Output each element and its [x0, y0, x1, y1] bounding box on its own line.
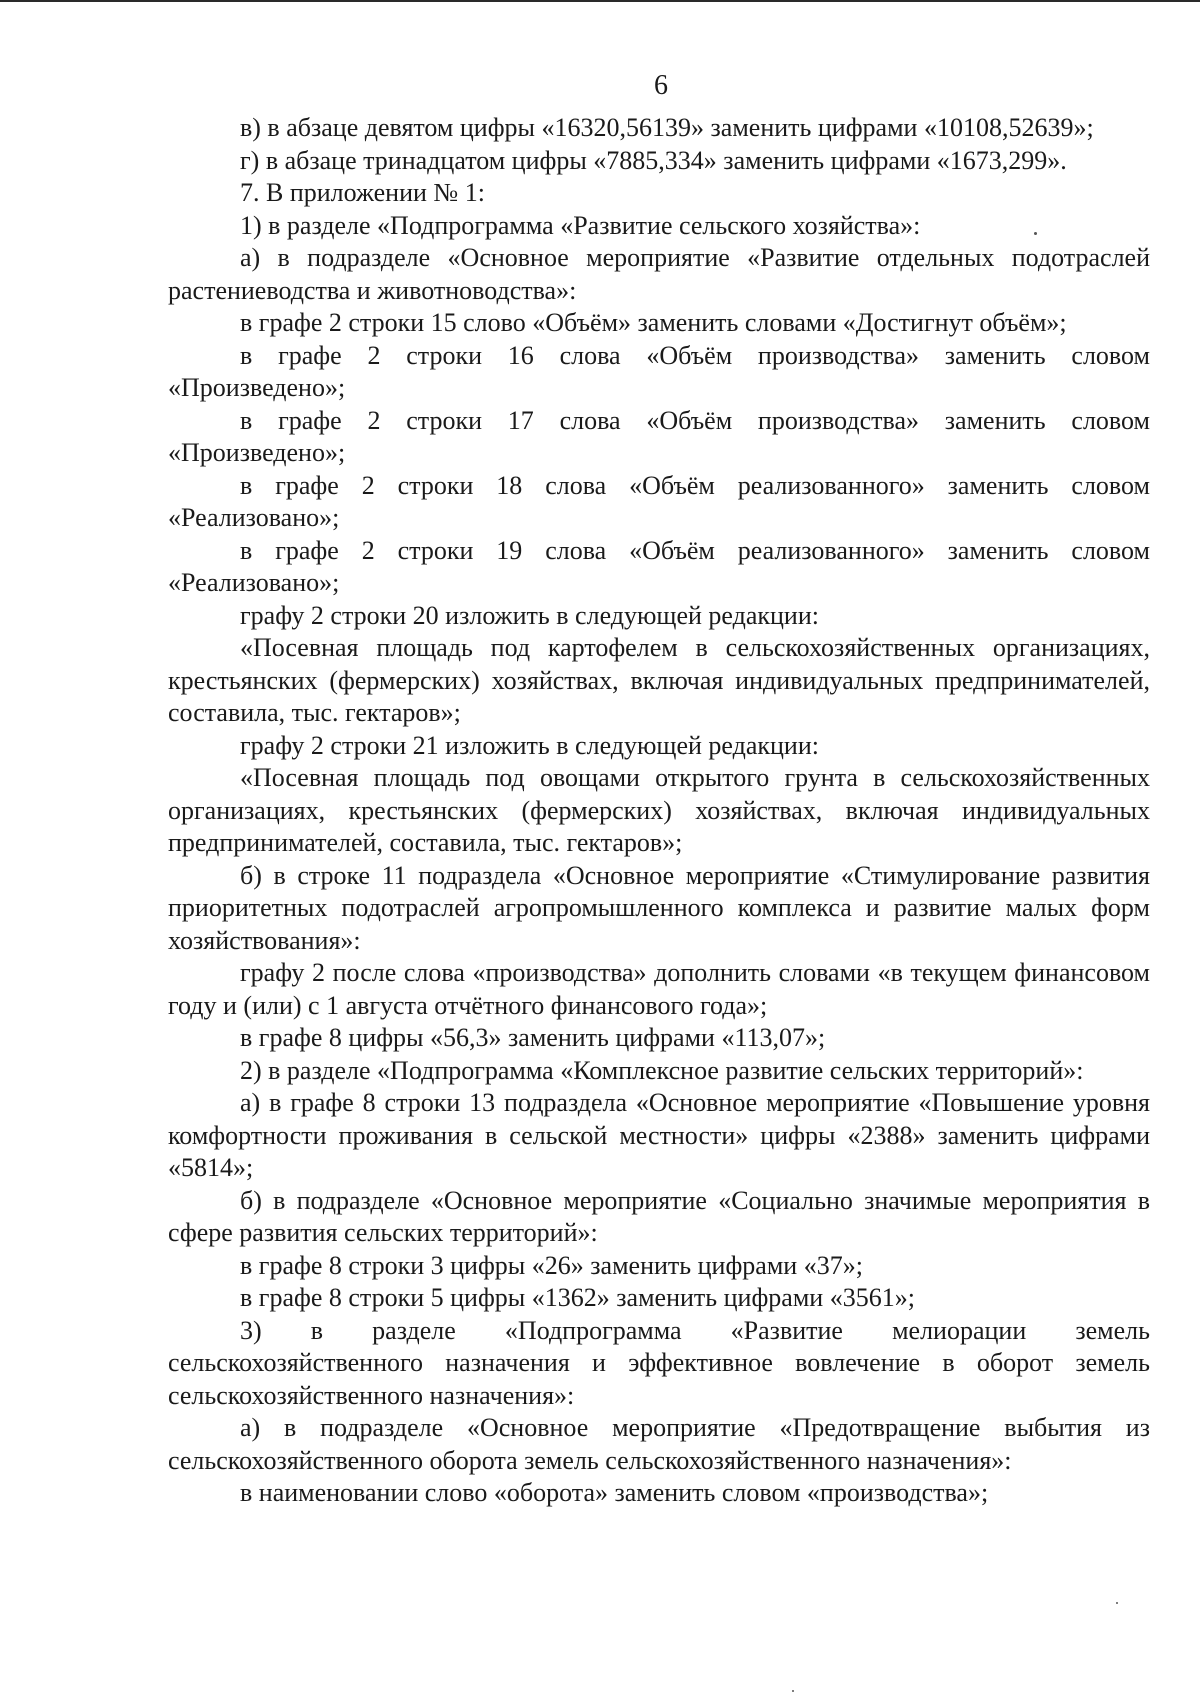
paragraph-g-abzac-trinadcatom: г) в абзаце тринадцатом цифры «7885,334» заменить цифрами «1673,299». [240, 145, 1067, 175]
paragraph-column-2-addition: графу 2 после слова «производства» дополнить словами «в текущем финансовом году и (или) с 1 августа отчётного финансового года»; [168, 958, 1150, 1020]
paragraph-row-15: в графе 2 строки 15 слово «Объём» заменить словами «Достигнут объём»; [240, 308, 1067, 337]
paragraph-row-20-text: «Посевная площадь под картофелем в сельскохозяйственных организациях, крестьянских (фермерских) хозяйствах, включая индивидуальных предпринимателей, составила, тыс. гектаров»; [168, 633, 1150, 727]
paragraph-column-8-figures: в графе 8 цифры «56,3» заменить цифрами «113,07»; [240, 1023, 826, 1052]
paragraph-row-5-figures: в графе 8 строки 5 цифры «1362» заменить цифрами «3561»; [240, 1283, 915, 1312]
paragraph-section-2-b: б) в подразделе «Основное мероприятие «Социально значимые мероприятия в сфере развития сельских территорий»: [168, 1185, 1150, 1247]
paragraph-row-19: в графе 2 строки 19 слова «Объём реализованного» заменить словом «Реализовано»; [168, 535, 1150, 597]
paragraph-row-18: в графе 2 строки 18 слова «Объём реализованного» заменить словом «Реализовано»; [168, 470, 1150, 532]
paragraph-row-17: в графе 2 строки 17 слова «Объём производства» заменить словом «Произведено»; [168, 405, 1150, 467]
paragraph-row-20-intro: графу 2 строки 20 изложить в следующей редакции: [240, 600, 819, 630]
scan-speck [1034, 232, 1037, 235]
scan-speck [1116, 1602, 1118, 1604]
paragraph-row-3-figures: в графе 8 строки 3 цифры «26» заменить цифрами «37»; [240, 1250, 863, 1280]
document-body [168, 112, 1150, 1510]
paragraph-section-3-a: а) в подразделе «Основное мероприятие «Предотвращение выбытия из сельскохозяйственного оборота земель сельскохозяйственного назначения»: [168, 1413, 1150, 1475]
scan-speck [792, 1690, 794, 1692]
paragraph-row-16: в графе 2 строки 16 слова «Объём производства» заменить словом «Произведено»; [168, 340, 1150, 402]
paragraph-subsection-b-row-11: б) в строке 11 подраздела «Основное мероприятие «Стимулирование развития приоритетных подотраслей агропромышленного комплекса и развитие малых форм хозяйствования»: [168, 860, 1150, 955]
paragraph-v-abzac-devyatom: в) в абзаце девятом цифры «16320,56139» заменить цифрами «10108,52639»; [240, 113, 1094, 142]
paragraph-section-2-a: а) в графе 8 строки 13 подраздела «Основное мероприятие «Повышение уровня комфортности проживания в сельской местности» цифры «2388» заменить цифрами «5814»; [168, 1088, 1150, 1182]
paragraph-row-21-intro: графу 2 строки 21 изложить в следующей редакции: [240, 730, 819, 760]
paragraph-item-7: 7. В приложении № 1: [240, 178, 485, 207]
paragraph-section-1: 1) в разделе «Подпрограмма «Развитие сельского хозяйства»: [240, 210, 921, 240]
top-scan-border [0, 0, 1200, 2]
paragraph-row-21-text: «Посевная площадь под овощами открытого грунта в сельскохозяйственных организациях, крестьянских (фермерских) хозяйствах, включая индивидуальных предпринимателей, составила, тыс. гектаров»; [168, 763, 1150, 857]
page-number: 6 [654, 70, 668, 101]
paragraph-naming-change: в наименовании слово «оборота» заменить словом «производства»; [240, 1478, 989, 1507]
paragraph-section-2: 2) в разделе «Подпрограмма «Комплексное развитие сельских территорий»: [240, 1055, 1084, 1085]
paragraph-subsection-a: а) в подразделе «Основное мероприятие «Развитие отдельных подотраслей растениеводства и животноводства»: [168, 243, 1150, 305]
paragraph-section-3: 3) в разделе «Подпрограмма «Развитие мелиорации земель сельскохозяйственного назначения и эффективное вовлечение в оборот земель сельскохозяйственного назначения»: [168, 1315, 1150, 1410]
